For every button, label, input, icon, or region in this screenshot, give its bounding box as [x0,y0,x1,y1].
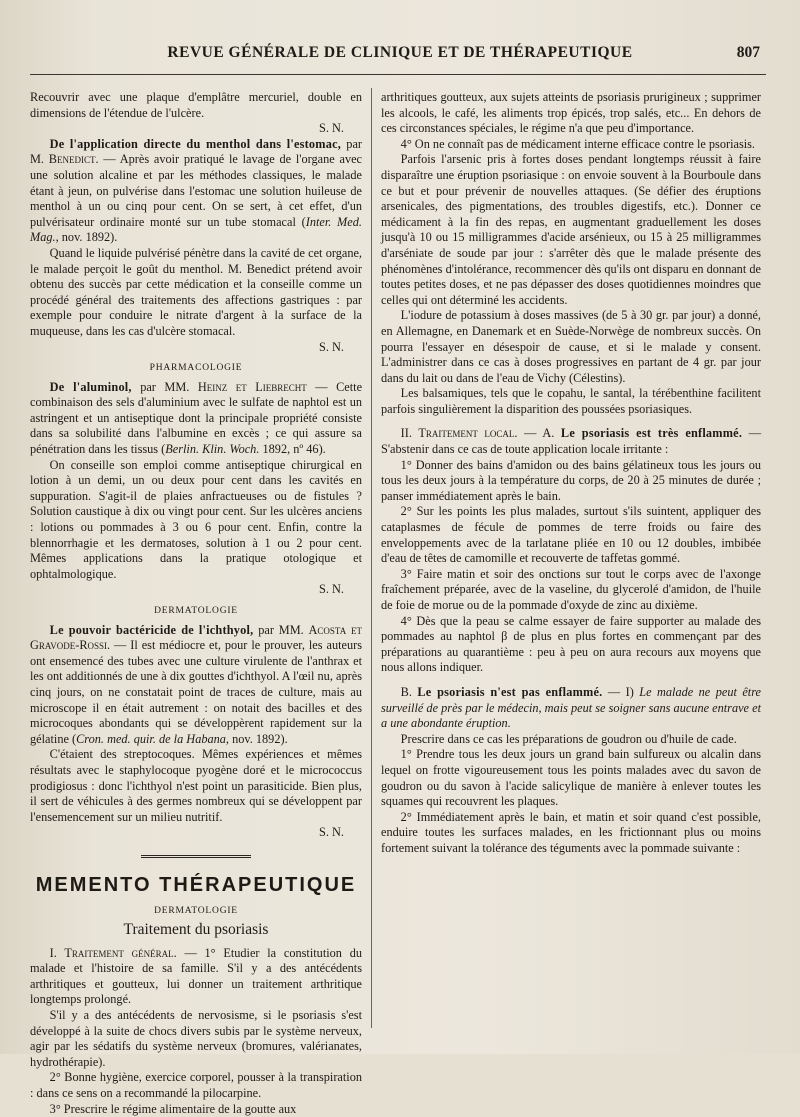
subsection-title: Traitement du psoriasis [123,921,269,939]
header-rule [30,74,766,75]
signature: S. N. [319,582,344,597]
case-heading: Le psoriasis n'est pas enflammé. [417,684,603,699]
page-header [0,44,800,72]
paragraph: Prescrire dans ce cas les préparations de goudron ou d'huile de cade. [400,731,737,746]
section-label-dermatologie: DERMATOLOGIE [154,606,238,616]
page-number: 807 [736,44,760,61]
spacer [381,417,761,426]
running-title: REVUE GÉNÉRALE DE CLINIQUE ET DE THÉRAPEUTIQUE [167,44,633,61]
author-prefix: par MM. [140,379,190,394]
article-text: — Cette combinaison des sels d'aluminium avec le sulfate de naphtol est un astringent et un antiseptique dont la principale propriété consiste dans sa solubilité dans l'albumine en excès ; ce qui assure sa pénétration dans les tissus ( [30,379,363,457]
treatment-lead: I. Traitement général. [49,945,177,960]
author-prefix: par MM. [258,622,304,637]
ornamental-rule [141,855,251,860]
paragraph: 3° Prescrire le régime alimentaire de la goutte aux [49,1101,297,1116]
author-names: Acosta et Gravode-Rossi. [30,622,363,653]
paragraph: 4° On ne connaît pas de médicament interne efficace contre le psoriasis. [400,136,755,151]
paragraph: 2° Sur les points les plus malades, surtout s'ils suintent, appliquer des cataplasmes de fécule de pommes de terre froids ou faire des enveloppements avec de la tarlatane pliée en 10 ou 12 doubles, imbibée d'eau de têtes de camomille et recouverte de taffetas gommé. [381,504,761,566]
article-ichthyol [30,623,362,748]
spacer [381,676,761,685]
paragraph [30,90,362,121]
reference-date: , nov. 1892). [55,230,118,245]
signature: S. N. [319,339,344,354]
item-marker: B. [400,684,418,699]
paragraph: 2° Immédiatement après le bain, et matin et soir quand c'est possible, enduire toutes les surfaces malades, en les frictionnant plus ou moins fortement suivant la tolérance des téguments avec la pommade suivante : [381,809,761,855]
article-title: De l'aluminol, [49,379,132,394]
paragraph: 2° Bonne hygiène, exercice corporel, pousser à la transpiration : dans ce sens on a recommandé la pilocarpine. [30,1070,362,1101]
author-name: Benedict. [48,152,99,167]
treatment-local [381,426,761,457]
treatment-lead: II. Traitement local. [400,426,518,441]
paragraph: arthritiques goutteux, aux sujets atteints de psoriasis prurigineux ; supprimer les alcools, le café, les aliments trop épicés, trop salés, etc... En dehors de ces circonstances spéciales, le régime n'a que peu d'importance. [381,90,761,136]
article-aluminol [30,380,362,458]
author-names: Heinz et Liebrecht [197,379,307,394]
article-benedict [30,137,362,246]
paragraph: On conseille son emploi comme antiseptique chirurgical en lotion à un demi, un ou deux pour cent dans les cavités en suppuration. S'agit-il de plaies anfractueuses ou de fistules ? Solution caustique à dix ou vingt pour cent. Sur les ulcères anciens : lotions ou pommades à 3 ou 6 pour cent. Enfin, contre la blennorrhagie et les dermatoses, solution à 1 ou 2 pour cent. Mêmes applications dans la pratique otologique et ophtalmologique. [30,457,362,581]
right-column [381,90,761,857]
paragraph: S'il y a des antécédents de nervosisme, si le psoriasis s'est développé à la suite de chocs divers subis par le système nerveux, agir par les sédatifs du système nerveux (bromures, valérianates, hydrothérapie). [30,1008,362,1069]
reference: Inter. Med. Mag. [30,214,362,245]
signature: S. N. [319,121,344,136]
paragraph: 1° Donner des bains d'amidon ou des bains gélatineux tous les jours ou tous les deux jours à la température du corps, de 20 à 25 minutes de durée ; panser immédiatement après le bain. [381,457,761,503]
treatment-general [30,946,362,1008]
treatment-text: — 1° Etudier la constitution du malade et l'histoire de sa famille. S'il y a des antécédents arthritiques et goutteux, lui donner un traitement arthritique longtemps prolongé. [30,945,362,1007]
author-prefix: par M. [30,136,362,167]
reference-date: nov. 1892). [229,731,288,746]
paragraph: Quand le liquide pulvérisé pénètre dans la cavité de cet organe, le malade perçoit le goût du menthol. M. Benedict prétend avoir obtenu des succès par cette médication et la conseille comme un procédé général des traitements des affections gastriques : par exemple pour conduire le nitrate d'argent à la surface de la muqueuse, dans les cas d'ulcère stomacal. [30,245,362,338]
paragraph: 1° Prendre tous les deux jours un grand bain sulfureux ou alcalin dans lequel on frotte vigoureusement tous les points malades avec du savon de goudron ou du savon à l'acide salicylique de manière à enlever toutes les squames qui recouvrent les plaques. [381,747,761,809]
left-column [30,90,362,1117]
reference: Cron. med. quir. de la Habana, [76,731,230,746]
signature: S. N. [319,825,344,840]
column-divider [371,88,372,1028]
item-marker: — I) [602,684,640,699]
reference-date: 1892, nº 46). [259,442,326,457]
case-condition: Le malade ne peut être surveillé de près par le médecin, mais peut se soigner sans aucune entrave et a une abondante éruption. [381,684,761,731]
article-title: De l'application directe du menthol dans l'estomac, [49,136,342,151]
paragraph: Parfois l'arsenic pris à fortes doses pendant longtemps réussit à faire disparaître une éruption psoriasique : on envoie souvent à la Bourboule dans ce but et pour prévenir de nouvelles attaques. (Se défier des éruptions arsenicales, des pigmentations, des troubles digestifs, etc.). Donner ce médicament à la fin des repas, en augmentant graduellement les doses jusqu'à 10 ou 15 milligrammes d'acide arsénieux, ou 15 à 25 milligrammes d'arséniate de soude par jour : s'arrêter dès que le malade présente des phénomènes d'intolérance, recommencer dès qu'ils ont disparu en donnant de toutes petites doses, et ne pas dépasser des doses quotidiennes moindres que celles qui ont déterminé les accidents. [381,152,761,307]
article-title: Le pouvoir bactéricide de l'ichthyol, [49,622,254,637]
paragraph: 3° Faire matin et soir des onctions sur tout le corps avec de l'axonge fraîchement préparée, avec de la vaseline, du glycerolé d'amidon, de l'huile de foie de morue ou de la pommade d'oxyde de zinc au dixième. [381,566,761,612]
item-marker: — A. [517,426,561,441]
article-text: — Il est médiocre et, pour le prouver, les auteurs ont ensemencé des tubes avec une culture virulente de l'anthrax et les ont additionnés de une à dix gouttes d'ichthyol. A l'œil nu, après cinq jours, on ne constatait point de traces de culture, mais au microscope il en était autrement : on notait des bacilles et des microcoques abondants qui se développèrent rapidement sur la gélatine ( [30,638,362,746]
treatment-text: — S'abstenir dans ce cas de toute application locale irritante : [381,426,762,457]
section-label-dermatologie: DERMATOLOGIE [154,905,238,916]
memento-heading: MEMENTO THÉRAPEUTIQUE [35,873,357,896]
paragraph-text: Recouvrir avec une plaque d'emplâtre mercuriel, double en dimensions de l'étendue de l'ulcère. [30,90,362,120]
section-label-pharmacologie: PHARMACOLOGIE [149,363,243,374]
case-b [381,685,761,732]
paragraph: C'étaient des streptocoques. Mêmes expériences et mêmes résultats avec le staphylocoque pyogène doré et le micrococcus prodigiosus : donc l'ichthyol n'est point un parasiticide. Bien plus, il sert de véhicules à des germes nombreux qui se développent par l'ensemencement sur un milieu nutritif. [30,747,362,824]
article-text: — Après avoir pratiqué le lavage de l'organe avec une solution alcaline et par les méthodes classiques, le malade étant à jeun, on pulvérise dans l'estomac une solution huileuse de menthol à un ou cinq pour cent. On se sert, à cet effet, d'un pulvérisateur ordinaire monté sur un tube stomacal ( [30,152,363,229]
paragraph: L'iodure de potassium à doses massives (de 5 à 30 gr. par jour) a donné, en Allemagne, en Danemark et en Suède-Norwège de nombreux succès. On pourra l'essayer en désespoir de cause, et si le malade y consent. L'administrer dans ce cas à doses progressives en partant de 4 gr. par jour dans du lait ou dans de l'eau de Vichy (Célestins). [381,308,761,385]
paragraph: Les balsamiques, tels que le copahu, le santal, la térébenthine facilitent parfois singulièrement la disparition des poussées psoriasiques. [381,386,761,416]
reference: Berlin. Klin. Woch. [165,442,260,457]
paragraph: 4° Dès que la peau se calme essayer de faire supporter au malade des pommades au naphtol β de plus en plus fortes en commençant par des préparations au quarantième : peu à peu on aura recours aux moyens que nous allons indiquer. [381,613,761,675]
case-heading: Le psoriasis est très enflammé. [560,426,743,441]
